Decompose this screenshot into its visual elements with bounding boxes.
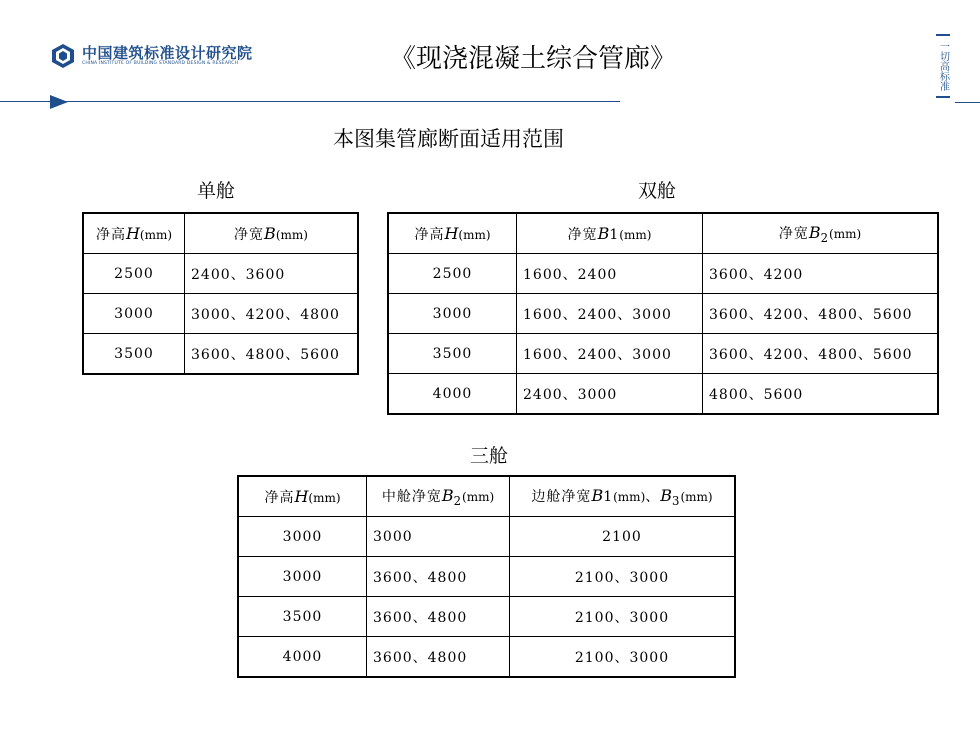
triple-compartment-table — [237, 475, 736, 678]
table-row — [83, 254, 358, 294]
table-cell: 2100、3000 — [510, 557, 736, 597]
header-cell: 净宽B1(mm) — [517, 213, 703, 254]
document-title: 《现浇混凝土综合管廊》 — [390, 44, 677, 74]
header-divider-right — [955, 102, 980, 103]
table-row — [388, 294, 938, 334]
table-cell: 3600、4800、5600 — [185, 334, 359, 375]
table-cell: 2400、3000 — [517, 374, 703, 415]
header-cell: 净宽B(mm) — [185, 213, 359, 254]
table-cell: 3500 — [238, 597, 367, 637]
table-cell: 4000 — [238, 637, 367, 678]
table-cell: 1600、2400、3000 — [517, 334, 703, 374]
table-cell: 3600、4800 — [367, 557, 510, 597]
table-cell: 3600、4200 — [703, 254, 939, 294]
table-cell: 3000 — [367, 517, 510, 557]
table-cell: 2500 — [388, 254, 517, 294]
table-row — [238, 597, 735, 637]
table-cell: 2100、3000 — [510, 597, 736, 637]
double-compartment-table — [387, 212, 939, 415]
table-cell: 3000 — [238, 517, 367, 557]
table-cell: 3500 — [388, 334, 517, 374]
page-subtitle: 本图集管廊断面适用范围 — [333, 127, 564, 151]
table-row — [238, 637, 735, 678]
header-divider — [0, 101, 620, 102]
table-row — [388, 374, 938, 415]
arrow-right-icon — [50, 95, 68, 109]
table-row — [238, 517, 735, 557]
table-cell: 3000、4200、4800 — [185, 294, 359, 334]
table-cell: 4000 — [388, 374, 517, 415]
table-cell: 2100、3000 — [510, 637, 736, 678]
table-cell: 3600、4200、4800、5600 — [703, 294, 939, 334]
table-row — [83, 294, 358, 334]
table-header-row — [83, 213, 358, 254]
table-header-row — [238, 476, 735, 517]
table-cell: 1600、2400、3000 — [517, 294, 703, 334]
institute-emblem-icon — [50, 43, 76, 69]
single-compartment-title: 单舱 — [197, 180, 236, 202]
header-cell: 净高H(mm) — [83, 213, 185, 254]
side-tag — [936, 34, 950, 98]
header-cell: 净宽$B_2(mm)$ — [703, 213, 939, 254]
side-tag-text: 一切高标准 — [937, 41, 949, 91]
table-row — [83, 334, 358, 375]
table-row — [388, 254, 938, 294]
table-cell: 2500 — [83, 254, 185, 294]
table-cell: 2400、3600 — [185, 254, 359, 294]
logo-english-text: CHINA INSTITUTE OF BUILDING STANDARD DESIGN & RESEARCH — [82, 61, 239, 66]
triple-compartment-title: 三舱 — [470, 445, 509, 467]
table-cell: 1600、2400 — [517, 254, 703, 294]
table-cell: 3000 — [388, 294, 517, 334]
table-row — [388, 334, 938, 374]
header-cell: 边舱净宽B1(mm)、$B_3(mm)$ — [510, 476, 736, 517]
table-row — [238, 557, 735, 597]
table-cell: 3600、4800 — [367, 637, 510, 678]
header-cell: 净高H(mm) — [238, 476, 367, 517]
header-cell: 中舱净宽$B_2(mm)$ — [367, 476, 510, 517]
table-cell: 3000 — [238, 557, 367, 597]
institute-logo — [50, 40, 253, 72]
table-cell: 2100 — [510, 517, 736, 557]
table-cell: 3000 — [83, 294, 185, 334]
table-cell: 3500 — [83, 334, 185, 375]
table-cell: 4800、5600 — [703, 374, 939, 415]
double-compartment-title: 双舱 — [638, 180, 677, 202]
table-cell: 3600、4800 — [367, 597, 510, 637]
header-cell: 净高H(mm) — [388, 213, 517, 254]
single-compartment-table — [82, 212, 359, 375]
table-cell: 3600、4200、4800、5600 — [703, 334, 939, 374]
table-header-row — [388, 213, 938, 254]
logo-chinese-text: 中国建筑标准设计研究院 — [82, 44, 253, 62]
